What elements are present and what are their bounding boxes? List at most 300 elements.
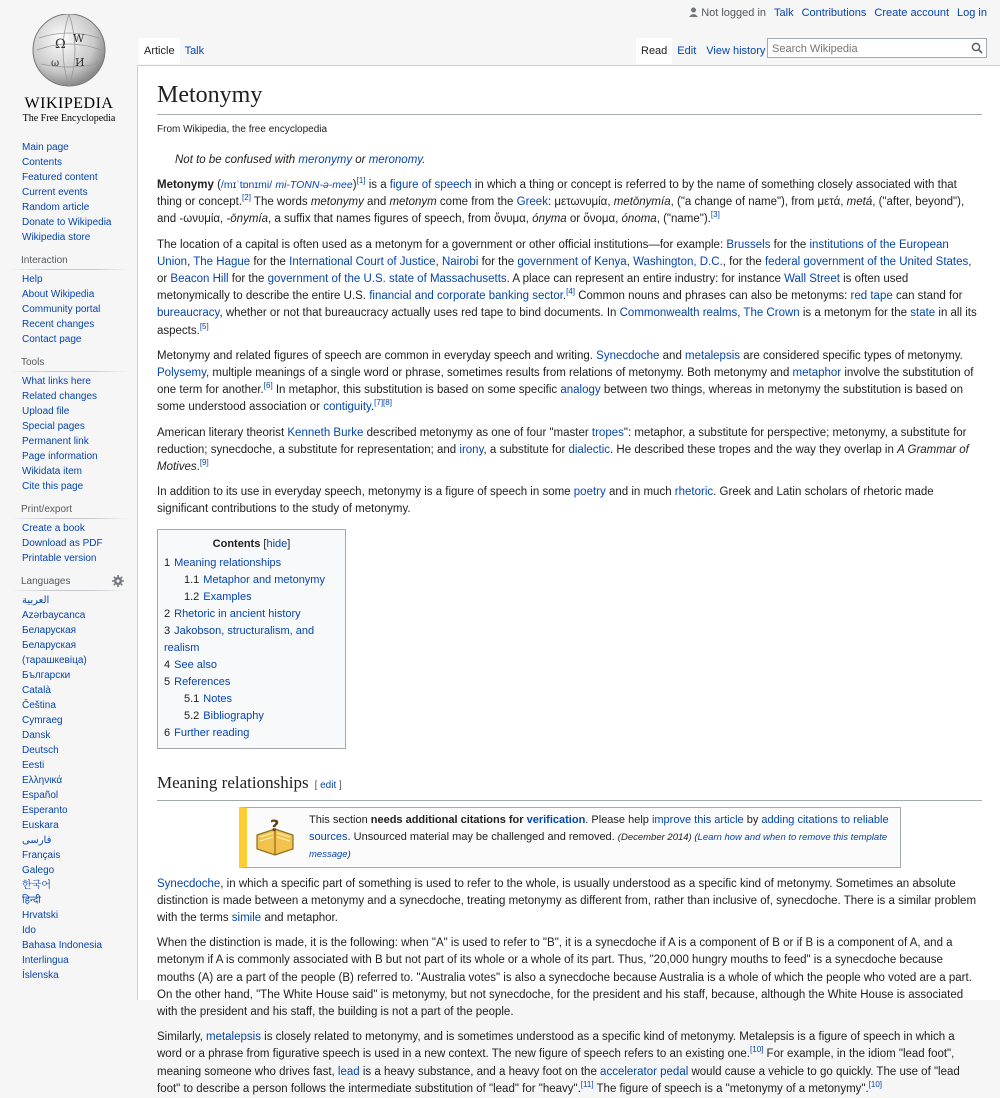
logo-tagline: The Free Encyclopedia bbox=[22, 113, 116, 124]
sidebar-interaction-link[interactable]: Community portal bbox=[22, 304, 101, 315]
t: and bbox=[659, 349, 686, 362]
sidebar-interaction-item bbox=[22, 332, 137, 347]
tropes-link[interactable]: tropes bbox=[591, 426, 624, 439]
svg-text:Ω: Ω bbox=[55, 37, 66, 52]
t: metá bbox=[846, 196, 873, 209]
sidebar-nav-item bbox=[22, 230, 137, 245]
toc-title-row: Contents [hide] bbox=[212, 537, 291, 550]
hague-link[interactable]: The Hague bbox=[193, 255, 251, 268]
toc-item[interactable] bbox=[184, 691, 339, 708]
t: , bbox=[187, 255, 194, 268]
sidebar-language-item bbox=[22, 938, 137, 953]
t: Similarly, bbox=[157, 1031, 206, 1044]
icj-link[interactable]: International Court of Justice bbox=[289, 255, 436, 268]
t: , bbox=[626, 255, 634, 268]
sidebar-language-item bbox=[22, 758, 137, 773]
paragraph-burke bbox=[157, 425, 982, 477]
bureaucracy-link[interactable]: bureaucracy bbox=[157, 307, 220, 320]
t: ( bbox=[213, 179, 221, 191]
toc-item[interactable] bbox=[164, 725, 339, 742]
red-tape-link[interactable]: red tape bbox=[850, 290, 893, 303]
t: needs additional citations for bbox=[370, 813, 527, 826]
beacon-hill-link[interactable]: Beacon Hill bbox=[170, 273, 229, 286]
t: , a suffix that names figures of speech, from ὄνυμα, bbox=[268, 213, 533, 226]
sidebar-language-item bbox=[22, 773, 137, 788]
toc-link[interactable]: Further reading bbox=[174, 726, 250, 739]
t: and bbox=[363, 196, 390, 209]
sidebar-language-link[interactable]: فارسی bbox=[22, 835, 52, 846]
toc-item[interactable] bbox=[184, 708, 339, 725]
t: or ὄνομα, bbox=[566, 213, 622, 226]
sidebar-language-item bbox=[22, 863, 137, 878]
t: Metonymy and related figures of speech are common in everyday speech and writing. bbox=[157, 349, 597, 362]
ref-11[interactable]: [11] bbox=[580, 1080, 594, 1090]
sidebar-language-link[interactable]: Español bbox=[22, 790, 59, 801]
ref-6[interactable]: [6] bbox=[263, 381, 273, 391]
massachusetts-gov-link[interactable]: government of the U.S. state of Massachusetts bbox=[267, 273, 507, 286]
ref-5[interactable]: [5] bbox=[199, 321, 209, 331]
kenya-gov-link[interactable]: government of Kenya bbox=[517, 255, 627, 268]
toc-number: 5 bbox=[164, 675, 171, 688]
sidebar-language-link[interactable]: Esperanto bbox=[22, 805, 68, 816]
metalepsis-link[interactable]: metalepsis bbox=[685, 349, 740, 362]
metaphor-link[interactable]: metaphor bbox=[792, 367, 842, 380]
sidebar-language-link[interactable]: Azərbaycanca bbox=[22, 610, 86, 621]
sidebar-tools-item bbox=[22, 374, 137, 389]
site-subtitle: From Wikipedia, the free encyclopedia bbox=[157, 124, 328, 135]
t: , whether or not that bureaucracy actually uses red tape to bind documents. In bbox=[219, 307, 620, 320]
sidebar-language-item bbox=[22, 788, 137, 803]
t: for the bbox=[478, 255, 518, 268]
t: ) bbox=[352, 179, 357, 191]
banking-sector-link[interactable]: financial and corporate banking sector bbox=[369, 290, 563, 303]
svg-text:?: ? bbox=[270, 816, 280, 836]
toc-item[interactable] bbox=[164, 674, 339, 725]
t: , ("after, beyond"), and -ωνυμία, - bbox=[157, 196, 965, 226]
t: by bbox=[743, 813, 762, 826]
toc-item[interactable] bbox=[164, 657, 339, 674]
sidebar-language-link[interactable]: 한국어 bbox=[22, 880, 51, 891]
t: described metonymy as one of four "master bbox=[363, 426, 592, 439]
t: , ("name"). bbox=[656, 213, 711, 226]
user-icon bbox=[689, 7, 698, 17]
t: , or bbox=[157, 255, 972, 286]
the-crown-link[interactable]: The Crown bbox=[743, 307, 800, 320]
sidebar-print-item bbox=[22, 536, 137, 551]
sidebar-language-link[interactable]: Galego bbox=[22, 865, 55, 876]
t: metōnymía bbox=[613, 196, 671, 209]
sidebar-language-link[interactable]: Euskara bbox=[22, 820, 59, 831]
tab-view-history[interactable]: View history bbox=[706, 45, 766, 57]
sidebar-tools-item bbox=[22, 479, 137, 494]
ipa-link[interactable]: /mɪˈtɒnɪmi/ bbox=[220, 179, 273, 191]
wall-street-link[interactable]: Wall Street bbox=[784, 273, 840, 286]
sidebar bbox=[0, 140, 137, 993]
t: come from the bbox=[436, 196, 517, 209]
sidebar-nav-link[interactable]: Donate to Wikipedia bbox=[22, 217, 112, 228]
toc-item[interactable] bbox=[164, 623, 339, 657]
t: is a bbox=[365, 179, 390, 191]
sidebar-language-item bbox=[22, 803, 137, 818]
t: . Unsourced material may be challenged and removed. bbox=[347, 830, 618, 843]
t: : μετωνυμία, bbox=[547, 196, 614, 209]
toc-number: 5.1 bbox=[184, 692, 200, 705]
sidebar-interaction-item bbox=[22, 317, 137, 332]
toc-link[interactable]: References bbox=[174, 675, 231, 688]
sidebar-language-link[interactable]: Íslenska bbox=[22, 970, 59, 981]
kenneth-burke-link[interactable]: Kenneth Burke bbox=[287, 426, 364, 439]
search-input[interactable] bbox=[768, 40, 963, 58]
t: involve the substitution of one term for another. bbox=[157, 367, 974, 397]
sidebar-tools-item bbox=[22, 404, 137, 419]
sidebar-tools-link[interactable]: Wikidata item bbox=[22, 466, 83, 477]
greek-link[interactable]: Greek bbox=[516, 196, 548, 209]
logo-wordmark: WIKIPEDIA bbox=[24, 95, 114, 112]
tab-article[interactable]: Article bbox=[139, 38, 180, 64]
sidebar-language-link[interactable]: Беларуская (тарашкевіца) bbox=[22, 640, 87, 666]
t: , bbox=[737, 307, 744, 320]
t: in all its aspects. bbox=[157, 307, 977, 337]
paragraph-related bbox=[157, 348, 982, 417]
sidebar-language-link[interactable]: Ελληνικά bbox=[22, 775, 63, 786]
table-of-contents bbox=[157, 529, 346, 749]
synecdoche-link-2[interactable]: Synecdoche bbox=[157, 877, 221, 890]
sidebar-nav-item bbox=[22, 185, 137, 200]
sidebar-nav-item bbox=[22, 170, 137, 185]
t: , ("a change of name"), from μετά, bbox=[670, 196, 847, 209]
t: metonymy bbox=[310, 196, 364, 209]
view-tabs bbox=[636, 38, 770, 64]
t: in which a thing or concept is referred to by the name of something closely associated with that thing or concept. bbox=[157, 179, 957, 209]
poetry-link[interactable]: poetry bbox=[573, 486, 606, 499]
sidebar-interaction-item bbox=[22, 272, 137, 287]
wikipedia-logo[interactable] bbox=[14, 8, 124, 128]
ref-2[interactable]: [2] bbox=[242, 193, 251, 203]
sidebar-print-item bbox=[22, 521, 137, 536]
hatnote-mid: or bbox=[352, 154, 369, 166]
interaction-portal bbox=[0, 255, 137, 347]
polysemy-link[interactable]: Polysemy bbox=[157, 367, 206, 380]
globe-icon bbox=[29, 8, 109, 88]
sidebar-interaction-link[interactable]: About Wikipedia bbox=[22, 289, 95, 300]
t: . bbox=[562, 290, 567, 303]
t: are considered specific types of metonymy. bbox=[740, 349, 963, 362]
sidebar-language-item bbox=[22, 728, 137, 743]
sidebar-print-link[interactable]: Printable version bbox=[22, 553, 97, 564]
hatnote bbox=[157, 152, 982, 169]
t: . Greek and Latin scholars of rhetoric made significant contributions to the study of metonymy. bbox=[157, 486, 934, 516]
not-logged-in-label: Not logged in bbox=[701, 7, 767, 19]
t: metonym bbox=[389, 196, 437, 209]
section-heading: Meaning relationships [ edit ] bbox=[157, 771, 982, 801]
sidebar-language-item bbox=[22, 668, 137, 683]
sidebar-nav-link[interactable]: Main page bbox=[22, 142, 69, 153]
toc-link[interactable]: Meaning relationships bbox=[174, 556, 282, 569]
ref-10b[interactable]: [10] bbox=[868, 1080, 883, 1090]
sidebar-language-item bbox=[22, 713, 137, 728]
ref-9[interactable]: [9] bbox=[199, 458, 209, 468]
print-heading: Print/export bbox=[0, 504, 137, 515]
toc-title: Contents bbox=[212, 537, 261, 550]
sidebar-language-link[interactable]: Français bbox=[22, 850, 61, 861]
sidebar-language-link[interactable]: Cymraeg bbox=[22, 715, 63, 726]
simile-link[interactable]: simile bbox=[231, 912, 262, 925]
paragraph-metalepsis bbox=[157, 1029, 982, 1098]
tab-talk[interactable]: Talk bbox=[184, 45, 205, 57]
gear-icon[interactable] bbox=[112, 575, 124, 587]
toc-number: 4 bbox=[164, 658, 171, 671]
sidebar-language-link[interactable]: Deutsch bbox=[22, 745, 59, 756]
sidebar-nav-item bbox=[22, 140, 137, 155]
content-area bbox=[137, 65, 1000, 1095]
paragraph-synecdoche bbox=[157, 876, 982, 928]
t: for the bbox=[770, 238, 810, 251]
sidebar-language-link[interactable]: Ido bbox=[22, 925, 36, 936]
hatnote-pre: Not to be confused with bbox=[175, 154, 299, 166]
sidebar-tools-link[interactable]: Special pages bbox=[22, 421, 85, 432]
dc-link[interactable]: Washington, D.C. bbox=[633, 255, 723, 268]
sidebar-nav-link[interactable]: Contents bbox=[22, 157, 63, 168]
contributions-link[interactable]: Contributions bbox=[801, 7, 867, 19]
sidebar-tools-link[interactable]: Permanent link bbox=[22, 436, 89, 447]
analogy-link[interactable]: analogy bbox=[560, 384, 601, 397]
meronomy-link[interactable]: meronomy bbox=[368, 154, 423, 166]
toc-number: 1.1 bbox=[184, 573, 200, 586]
toc-hide-link[interactable]: hide bbox=[266, 537, 288, 550]
paragraph-intro bbox=[157, 177, 982, 229]
t: In metaphor, this substitution is based on some specific bbox=[272, 384, 561, 397]
talk-link[interactable]: Talk bbox=[774, 7, 794, 19]
t: , in which a specific part of something is used to refer to the whole, is usually understood as a specific kind of metonymy. Sometimes an absolute distinction is made between a metonymy and a synecdoche, treating metonymy as different from, rather than inclusive of, synecdoche. There is a similar problem with the terms bbox=[157, 877, 977, 925]
t: is closely related to metonymy, and is sometimes understood as a specific kind of metonymy. Metalepsis is a figure of speech in which a word or a phrase from figurative speech is used in a new context. The new figure of speech refers to an existing one. bbox=[157, 1031, 955, 1061]
state-link[interactable]: state bbox=[910, 307, 936, 320]
toc-number: 6 bbox=[164, 726, 171, 739]
sidebar-nav-item bbox=[22, 200, 137, 215]
book-title: A Grammar of Motives bbox=[157, 443, 969, 474]
sidebar-language-link[interactable]: Hrvatski bbox=[22, 910, 59, 921]
sidebar-tools-link[interactable]: Related changes bbox=[22, 391, 98, 402]
print-portal bbox=[0, 504, 137, 566]
sidebar-tools-item bbox=[22, 419, 137, 434]
sidebar-language-link[interactable]: Čeština bbox=[22, 700, 56, 711]
paragraph-rhetoric bbox=[157, 484, 982, 518]
t: , bbox=[435, 255, 442, 268]
tab-read[interactable]: Read bbox=[636, 38, 672, 64]
namespace-tabs bbox=[139, 38, 209, 64]
metalepsis-link-2[interactable]: metalepsis bbox=[205, 1031, 261, 1044]
sidebar-tools-link[interactable]: What links here bbox=[22, 376, 91, 387]
meronymy-link[interactable]: meronymy bbox=[298, 154, 353, 166]
sidebar-language-link[interactable]: Dansk bbox=[22, 730, 51, 741]
toc-link[interactable]: Examples bbox=[203, 590, 252, 603]
ref-4[interactable]: [4] bbox=[566, 287, 576, 297]
sidebar-nav-item bbox=[22, 215, 137, 230]
sidebar-interaction-item bbox=[22, 287, 137, 302]
t: would cause a vehicle to go quickly. The use of "lead foot" to describe a person follows the intermediate substitution of "lead" for "heavy". bbox=[157, 1065, 960, 1095]
sidebar-language-link[interactable]: Català bbox=[22, 685, 51, 696]
sidebar-tools-link[interactable]: Upload file bbox=[22, 406, 70, 417]
sidebar-language-link[interactable]: Interlingua bbox=[22, 955, 69, 966]
tab-edit[interactable]: Edit bbox=[677, 45, 697, 57]
sidebar-language-item bbox=[22, 818, 137, 833]
ref-3[interactable]: [3] bbox=[710, 210, 720, 220]
toc-link[interactable]: Rhetoric in ancient history bbox=[174, 607, 301, 620]
sidebar-tools-item bbox=[22, 449, 137, 464]
sidebar-language-link[interactable]: Беларуская bbox=[22, 625, 77, 636]
t: . He described these tropes and the way they overlap in bbox=[610, 443, 898, 456]
t: and metaphor. bbox=[261, 912, 338, 925]
t: , a substitute for bbox=[483, 443, 569, 456]
rhetoric-link[interactable]: rhetoric bbox=[674, 486, 714, 499]
paragraph-location bbox=[157, 237, 982, 340]
sidebar-interaction-link[interactable]: Contact page bbox=[22, 334, 82, 345]
t: . bbox=[196, 461, 200, 474]
ref-1[interactable]: [1] bbox=[356, 176, 366, 186]
login-link[interactable]: Log in bbox=[957, 7, 987, 19]
sidebar-language-item bbox=[22, 848, 137, 863]
sidebar-nav-link[interactable]: Wikipedia store bbox=[22, 232, 91, 243]
sidebar-language-link[interactable]: Eesti bbox=[22, 760, 45, 771]
t: ( bbox=[691, 831, 698, 843]
sidebar-language-item bbox=[22, 878, 137, 893]
adding-citations-link[interactable]: adding citations to reliable sources bbox=[309, 813, 889, 843]
ref-7-8[interactable]: [7][8] bbox=[374, 398, 392, 408]
toc-link[interactable]: Notes bbox=[203, 692, 233, 705]
sidebar-print-item bbox=[22, 551, 137, 566]
t: . bbox=[370, 401, 375, 414]
toc-number: 2 bbox=[164, 607, 171, 620]
interaction-heading: Interaction bbox=[0, 255, 137, 266]
t: can stand for bbox=[892, 290, 963, 303]
toc-number: 3 bbox=[164, 624, 171, 637]
create-account-link[interactable]: Create account bbox=[874, 7, 950, 19]
t: The words bbox=[250, 196, 311, 209]
sidebar-interaction-link[interactable]: Help bbox=[22, 274, 43, 285]
improve-article-link[interactable]: improve this article bbox=[651, 813, 744, 826]
learn-remove-link[interactable]: Learn how and when to remove this template message bbox=[309, 831, 888, 860]
t: ": metaphor, a substitute for perspective; metonymy, a substitute for reduction; synecdoche, a substitute for representation; and bbox=[157, 426, 967, 456]
sidebar-language-item bbox=[22, 638, 137, 668]
dialectic-link[interactable]: dialectic bbox=[568, 443, 611, 456]
t: is often used metonymically to describe the entire U.S. bbox=[157, 273, 909, 303]
citation-notice-text bbox=[309, 812, 894, 863]
search-icon[interactable] bbox=[971, 42, 983, 54]
t: The figure of speech is a "metonymy of a metonymy". bbox=[593, 1082, 869, 1095]
sidebar-nav-link[interactable]: Random article bbox=[22, 202, 90, 213]
synecdoche-link[interactable]: Synecdoche bbox=[596, 349, 660, 362]
t: . Please help bbox=[585, 813, 652, 826]
t: between two things, whereas in metonymy the substitution is based on some understood association or bbox=[157, 384, 964, 414]
sidebar-language-link[interactable]: Български bbox=[22, 670, 71, 681]
languages-portal bbox=[0, 576, 137, 983]
sidebar-print-link[interactable]: Create a book bbox=[22, 523, 85, 534]
toc-number: 1.2 bbox=[184, 590, 200, 603]
languages-heading bbox=[0, 576, 137, 587]
t: ónoma bbox=[621, 213, 657, 226]
sidebar-language-link[interactable]: हिन्दी bbox=[22, 895, 41, 906]
toc-number: 1 bbox=[164, 556, 171, 569]
languages-label: Languages bbox=[21, 576, 71, 587]
svg-text:ω: ω bbox=[51, 58, 60, 69]
t: is a metonym for the bbox=[799, 307, 911, 320]
contiguity-link[interactable]: contiguity bbox=[323, 401, 371, 414]
toc-link[interactable]: Metaphor and metonymy bbox=[203, 573, 325, 586]
sidebar-interaction-link[interactable]: Recent changes bbox=[22, 319, 95, 330]
t: for the bbox=[250, 255, 290, 268]
sidebar-language-item bbox=[22, 683, 137, 698]
t: Common nouns and phrases can also be metonyms: bbox=[575, 290, 851, 303]
sidebar-tools-item bbox=[22, 464, 137, 479]
tools-portal bbox=[0, 357, 137, 494]
sidebar-language-item bbox=[22, 698, 137, 713]
t: ōnymía bbox=[230, 213, 268, 226]
toc-link[interactable]: Jakobson, structuralism, and realism bbox=[164, 624, 315, 654]
sidebar-nav-link[interactable]: Featured content bbox=[22, 172, 98, 183]
irony-link[interactable]: irony bbox=[459, 443, 484, 456]
t: For example, in the idiom "lead foot", meaning someone who drives fast, bbox=[157, 1048, 955, 1078]
notice-date: (December 2014) bbox=[617, 831, 692, 843]
figure-of-speech-link[interactable]: figure of speech bbox=[389, 179, 472, 191]
t: . A place can represent an entire industry: for instance bbox=[506, 273, 785, 286]
toc-item[interactable] bbox=[184, 589, 339, 606]
t: The location of a capital is often used as a metonym for a government or other official institutions—for example: bbox=[157, 238, 727, 251]
sidebar-interaction-item bbox=[22, 302, 137, 317]
verification-link[interactable]: verification bbox=[526, 813, 586, 826]
toc-item[interactable] bbox=[164, 606, 339, 623]
t: This section bbox=[309, 813, 371, 826]
respelling[interactable]: mi-TONN-ə-mee bbox=[275, 179, 353, 191]
sidebar-tools-link[interactable]: Cite this page bbox=[22, 481, 84, 492]
t: American literary theorist bbox=[157, 426, 288, 439]
sidebar-nav-link[interactable]: Current events bbox=[22, 187, 88, 198]
toc-link[interactable]: Bibliography bbox=[203, 709, 264, 722]
sidebar-language-item bbox=[22, 953, 137, 968]
accelerator-pedal-link[interactable]: accelerator pedal bbox=[600, 1065, 689, 1078]
t: and in much bbox=[605, 486, 675, 499]
eu-institutions-link[interactable]: institutions of the European Union bbox=[157, 238, 949, 268]
sidebar-language-item bbox=[22, 923, 137, 938]
toc-link[interactable]: See also bbox=[174, 658, 217, 671]
sidebar-tools-item bbox=[22, 434, 137, 449]
personal-tools bbox=[689, 7, 987, 19]
t: In addition to its use in everyday speech, metonymy is a figure of speech in some bbox=[157, 486, 574, 499]
toc-item[interactable] bbox=[164, 555, 339, 606]
page-title: Metonymy bbox=[157, 80, 982, 115]
sidebar-language-item bbox=[22, 743, 137, 758]
not-logged-in bbox=[689, 7, 766, 19]
citation-notice bbox=[239, 807, 901, 868]
sidebar-language-item bbox=[22, 593, 137, 608]
section-edit-link[interactable]: edit bbox=[320, 779, 337, 791]
term-bold: Metonymy bbox=[157, 179, 214, 191]
sidebar-print-link[interactable]: Download as PDF bbox=[22, 538, 103, 549]
t: ónyma bbox=[532, 213, 567, 226]
toc-item[interactable] bbox=[184, 572, 339, 589]
commonwealth-realms-link[interactable]: Commonwealth realms bbox=[619, 307, 738, 320]
brussels-link[interactable]: Brussels bbox=[726, 238, 771, 251]
t: for the bbox=[228, 273, 268, 286]
us-federal-gov-link[interactable]: federal government of the United States bbox=[764, 255, 969, 268]
sidebar-language-link[interactable]: العربية bbox=[22, 595, 50, 606]
lead-link[interactable]: lead bbox=[337, 1065, 360, 1078]
sidebar-language-item bbox=[22, 623, 137, 638]
ref-10[interactable]: [10] bbox=[750, 1045, 764, 1055]
sidebar-tools-link[interactable]: Page information bbox=[22, 451, 98, 462]
sidebar-language-link[interactable]: Bahasa Indonesia bbox=[22, 940, 103, 951]
nairobi-link[interactable]: Nairobi bbox=[441, 255, 479, 268]
navigation-portal bbox=[0, 140, 137, 245]
toc-number: 5.2 bbox=[184, 709, 200, 722]
